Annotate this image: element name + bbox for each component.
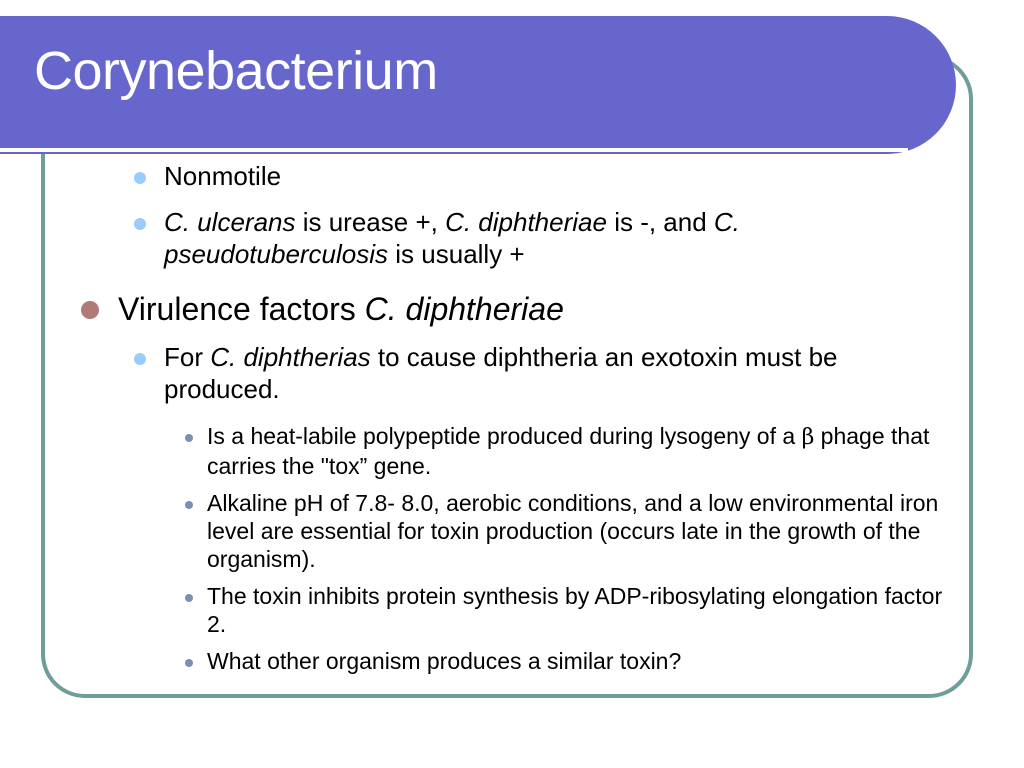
bullet-text: Is a heat-labile polypeptide produced during lysogeny of a [207,423,802,449]
bullet-group-4 [207,422,952,675]
bullet-text: phage that carries the "tox” gene. [207,423,930,479]
bullet-question [207,647,952,675]
bullet-group-1 [164,160,954,270]
bullet-dot [185,594,193,602]
bullet-text: Nonmotile [164,161,282,191]
bullet-text: What other organism produces a similar toxin? [207,648,682,674]
bullet-dot [185,501,193,509]
title-underline [0,148,908,152]
bullet-exotoxin [164,341,944,405]
bullet-dot [134,172,146,184]
species-name: C. ulcerans [164,207,296,237]
bullet-text: Alkaline pH of 7.8- 8.0, aerobic conditions, and a low environmental iron level are essential for toxin production (occurs late in the growth of the organism). [207,490,939,572]
bullet-dot [81,301,99,319]
bullet-dot [134,353,146,365]
bullet-text: The toxin inhibits protein synthesis by ADP-ribosylating elongation factor 2. [207,583,943,637]
bullet-alkaline [207,489,952,573]
species-name: C. diphtheriae [445,207,607,237]
beta-symbol: β [801,425,815,450]
bullet-inhibits [207,582,952,638]
bullet-nonmotile [164,160,954,192]
bullet-group-3 [164,341,944,405]
bullet-dot [134,218,146,230]
bullet-text: Virulence factors [118,291,365,327]
bullet-text: is urease +, [295,207,446,237]
bullet-text: is usually + [388,239,525,269]
bullet-text: is -, and [606,207,714,237]
species-name: C. pseudotuberculosis [164,207,740,269]
bullet-dot [185,659,193,667]
bullet-dot [185,434,193,442]
bullet-urease [164,206,954,270]
species-name: C. diphtherias [210,342,371,372]
slide-title: Corynebacterium [34,41,438,101]
bullet-virulence [118,290,958,328]
bullet-group-2 [118,290,958,328]
bullet-polypeptide [207,422,952,480]
species-name: C. diphtheriae [364,291,564,327]
bullet-text: to cause diphtheria an exotoxin must be produced. [164,342,838,404]
bullet-text: For [164,342,211,372]
